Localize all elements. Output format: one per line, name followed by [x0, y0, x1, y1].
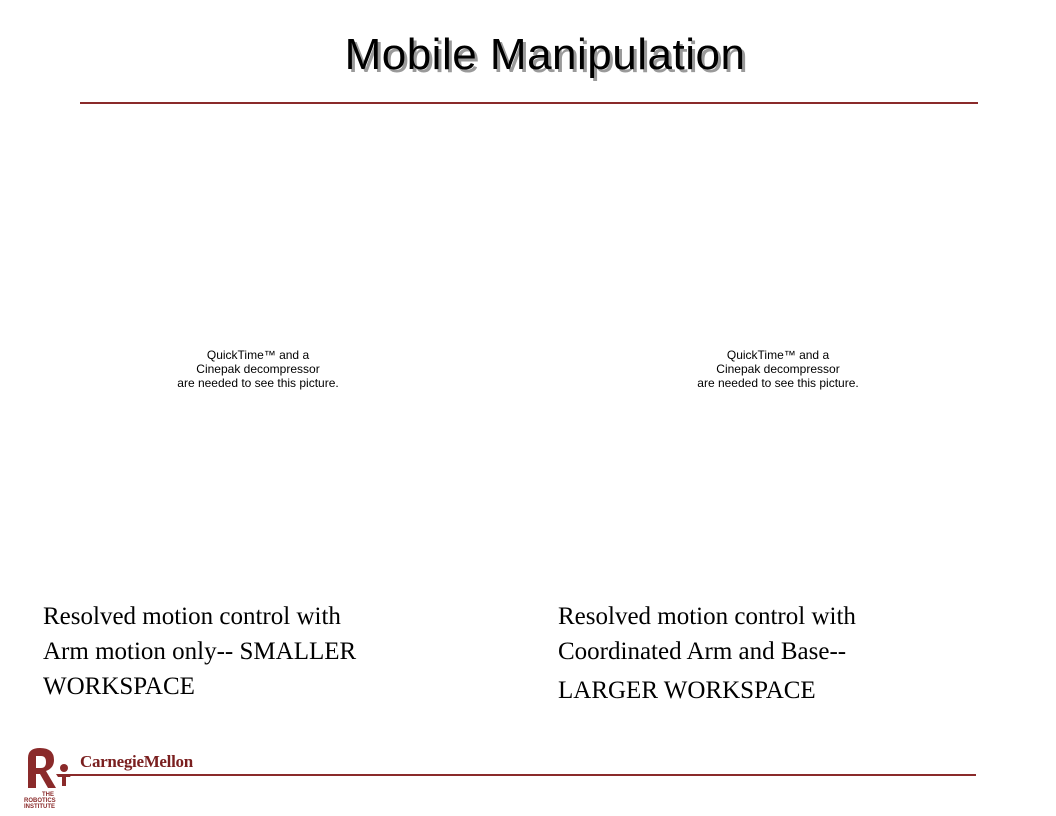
- video-placeholder-line: QuickTime™ and a: [726, 348, 830, 362]
- caption-line: Coordinated Arm and Base--: [558, 638, 847, 665]
- robotics-institute-logo: [20, 744, 76, 810]
- caption-line: LARGER WORKSPACE: [558, 677, 816, 704]
- video-placeholder-line: Cinepak decompressor: [716, 362, 840, 376]
- title-divider: [80, 102, 978, 104]
- video-placeholder-line: QuickTime™ and a: [206, 348, 310, 362]
- slide-title: Mobile Manipulation: [344, 30, 746, 79]
- caption-line: WORKSPACE: [43, 673, 195, 700]
- caption-right: [558, 599, 856, 708]
- video-placeholder-line: Cinepak decompressor: [196, 362, 320, 376]
- carnegie-mellon-wordmark: CarnegieMellon: [80, 752, 193, 771]
- caption-left: [43, 599, 356, 704]
- video-placeholder-line: are needed to see this picture.: [697, 376, 859, 390]
- svg-text:INSTITUTE: INSTITUTE: [24, 804, 55, 810]
- footer-divider: [70, 774, 976, 776]
- caption-line: Arm motion only-- SMALLER: [43, 638, 357, 665]
- video-placeholder-line: are needed to see this picture.: [177, 376, 339, 390]
- svg-text:ROBOTICS: ROBOTICS: [24, 798, 56, 804]
- svg-text:THE: THE: [42, 792, 54, 798]
- video-placeholder-left[interactable]: [133, 348, 383, 390]
- caption-line: Resolved motion control with: [558, 603, 856, 630]
- video-placeholder-right[interactable]: [653, 348, 903, 390]
- caption-line: Resolved motion control with: [43, 603, 341, 630]
